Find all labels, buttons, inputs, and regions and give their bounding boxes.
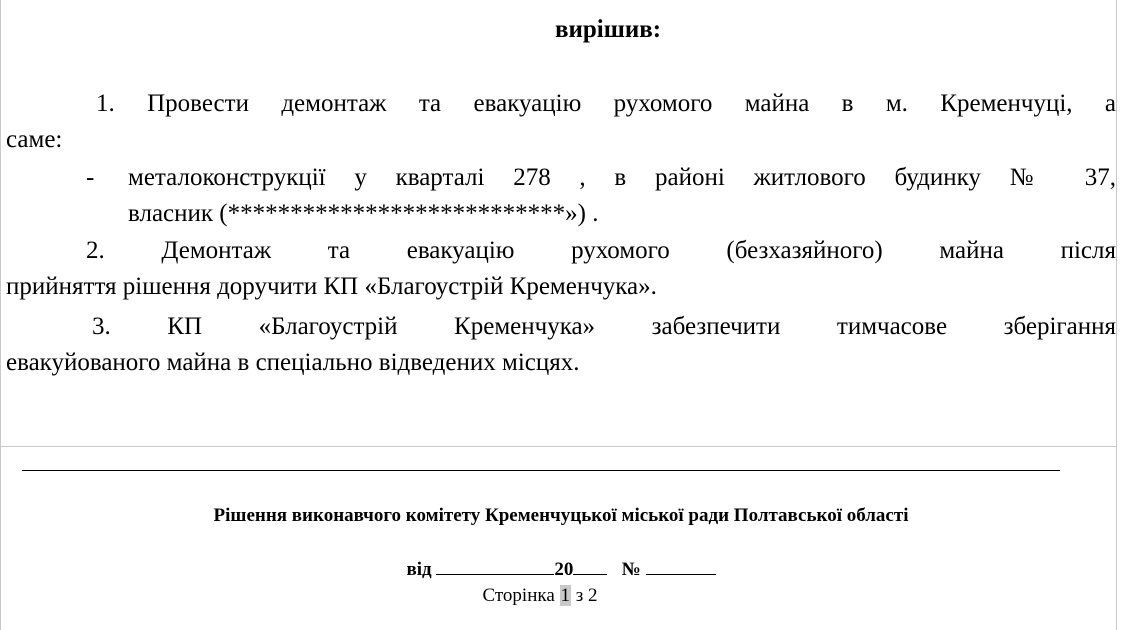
footer-date-prefix: від	[406, 559, 437, 580]
year-blank	[573, 556, 607, 575]
paragraph-item-3-line-1: 3. КП «Благоустрій Кременчука» забезпечити тимчасове зберігання	[92, 313, 1116, 340]
page-counter-label: Сторінка	[482, 585, 560, 606]
paragraph-item-2-line-2: прийняття рішення доручити КП «Благоустрій Кременчука».	[6, 273, 657, 300]
date-blank	[436, 556, 554, 575]
footer-number-sign: №	[621, 559, 646, 580]
paragraph-item-2	[6, 233, 1116, 305]
paragraph-item-2-line-1: 2. Демонтаж та евакуацію рухомого (безхазяйного) майна після	[86, 237, 1116, 264]
footer-date-line	[0, 556, 1122, 583]
paragraph-item-1-line-1: 1. Провести демонтаж та евакуацію рухомого майна в м. Кременчуці, а	[96, 90, 1116, 117]
footer-year-prefix: 20	[554, 559, 574, 580]
page-total-number: 2	[588, 585, 598, 606]
paragraph-item-3-line-2: евакуйованого майна в спеціально відведених місцях.	[6, 349, 580, 376]
decision-heading: вирішив:	[555, 16, 662, 43]
paragraph-item-3	[6, 309, 1116, 381]
bullet-marker: -	[86, 164, 95, 191]
paragraph-item-1-line-2: саме:	[6, 126, 63, 153]
footer-title: Рішення виконавчого комітету Кременчуцької міської ради Полтавської області	[213, 505, 909, 526]
bullet-item	[128, 160, 1116, 232]
page-counter-of: з	[571, 585, 589, 606]
paragraph-item-1	[6, 86, 1116, 158]
number-blank	[646, 556, 716, 575]
bullet-item-line-1: металоконструкції у кварталі 278 , в районі житлового будинку № 37,	[128, 164, 1116, 191]
bullet-item-line-2: власник (***************************») .	[128, 200, 599, 227]
page-current-number: 1	[560, 585, 571, 606]
footer-divider	[22, 470, 1060, 471]
page-counter	[0, 583, 1080, 609]
